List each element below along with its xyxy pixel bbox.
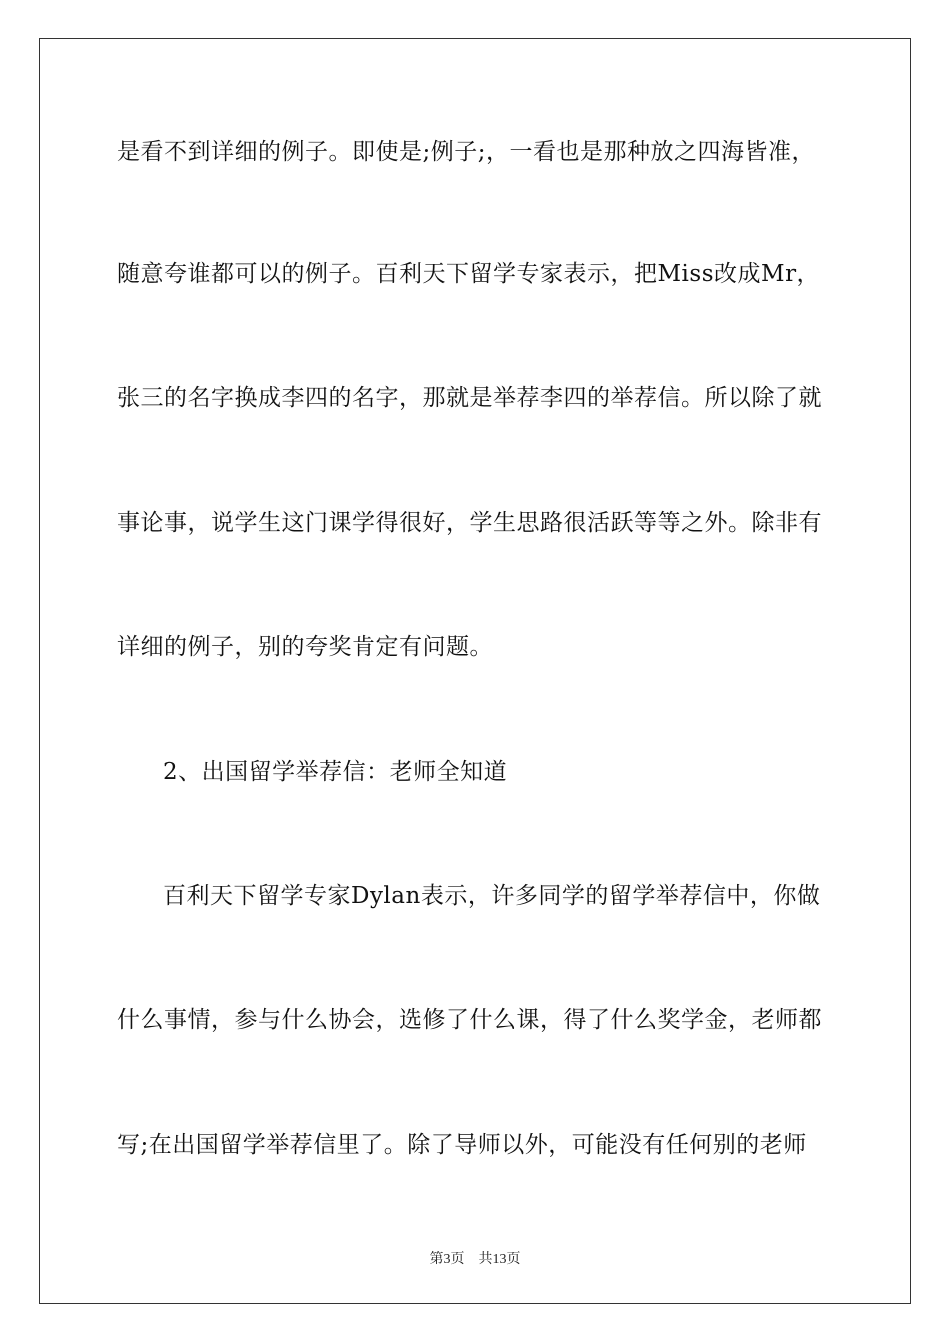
body-line-5: 详细的例子，别的夸奖肯定有问题。 [117,634,493,660]
page-number-footer: 第3页 共13页 [429,1252,521,1267]
body-line-2: 随意夸谁都可以的例子。百利天下留学专家表示，把Miss改成Mr， [117,261,821,287]
body-line-8: 写;在出国留学举荐信里了。除了导师以外，可能没有任何别的老师 [117,1132,807,1158]
section-heading: 2、出国留学举荐信：老师全知道 [163,759,508,785]
body-line-4: 事论事，说学生这门课学得很好，学生思路很活跃等等之外。除非有 [117,510,822,536]
body-line-1: 是看不到详细的例子。即使是;例子;，一看也是那种放之四海皆准， [117,139,815,165]
body-line-7: 什么事情，参与什么协会，选修了什么课，得了什么奖学金，老师都 [117,1007,822,1033]
body-line-6: 百利天下留学专家Dylan表示，许多同学的留学举荐信中，你做 [163,883,821,909]
body-line-3: 张三的名字换成李四的名字，那就是举荐李四的举荐信。所以除了就 [117,385,822,411]
page-border [39,38,911,1304]
